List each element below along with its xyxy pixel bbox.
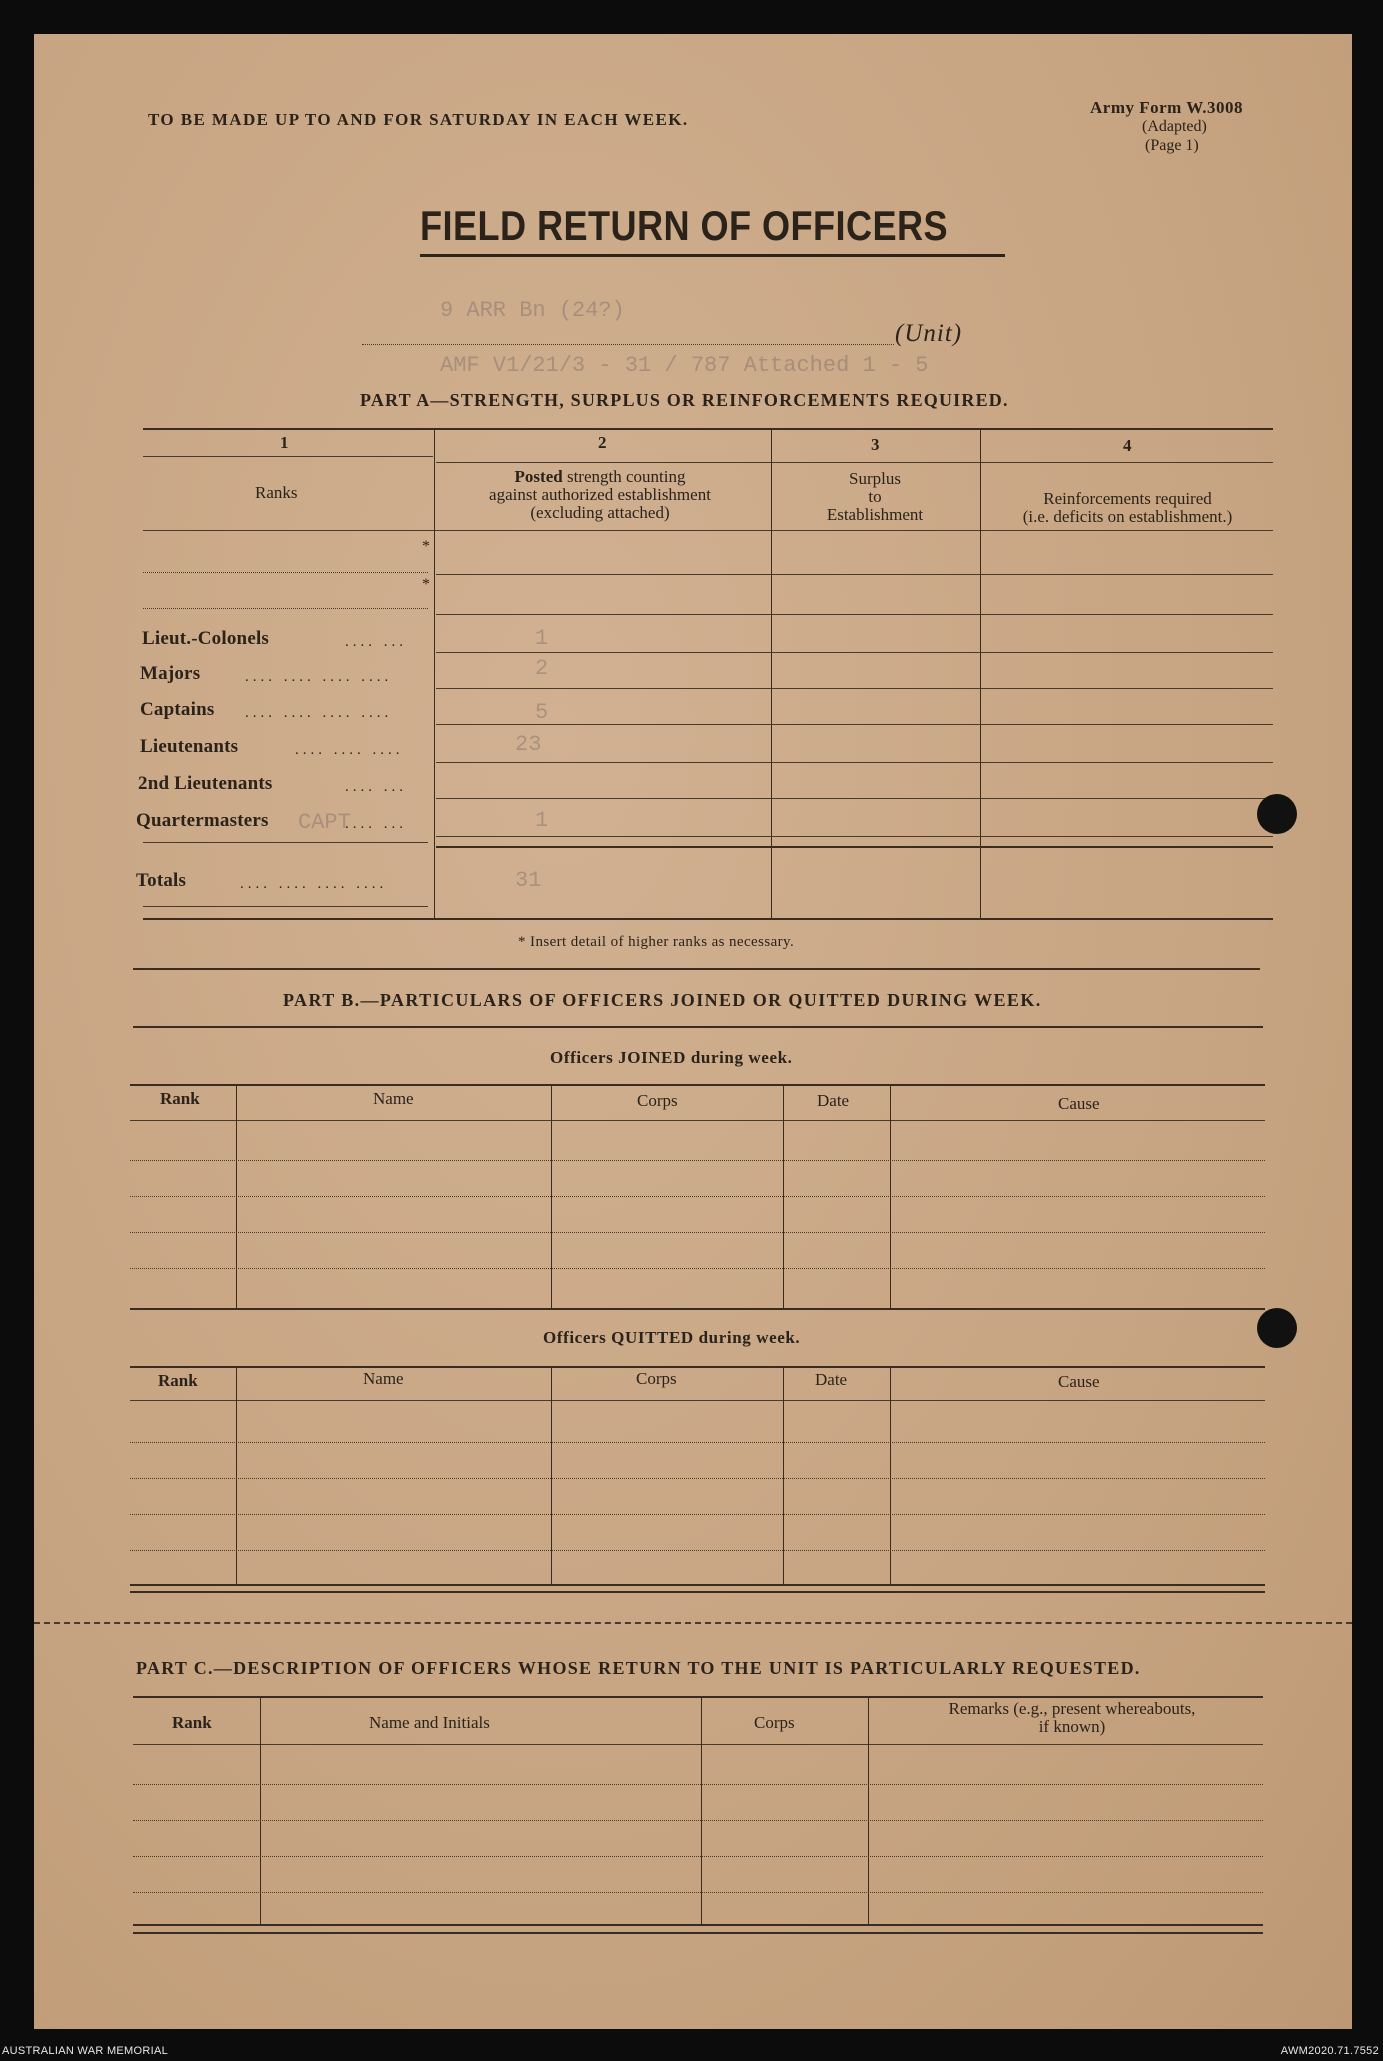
joined-vline-2	[551, 1084, 552, 1310]
quitted-header-rule	[130, 1400, 1265, 1401]
quartermaster-typed-note: CAPT	[298, 810, 351, 835]
posted-lieut-colonels: 1	[535, 626, 549, 651]
leader-dots: .... .... .... ....	[245, 705, 393, 721]
asterisk-2: *	[422, 576, 430, 593]
rank-lieutenants: Lieutenants	[140, 736, 239, 757]
joined-col-corps: Corps	[637, 1091, 678, 1110]
remarks-line2: if known)	[1038, 1717, 1106, 1736]
totals-top-rule-right	[436, 846, 1273, 848]
part-c-vline-2	[701, 1698, 702, 1924]
surplus-line1: Surplus	[849, 469, 901, 488]
part-b-heading-rule	[133, 1026, 1263, 1028]
grid-rule-2	[436, 614, 1273, 615]
joined-title: Officers JOINED during week.	[550, 1048, 793, 1067]
joined-top-rule	[130, 1084, 1265, 1086]
posted-lieutenants: 23	[515, 732, 542, 757]
reinf-line2: (i.e. deficits on establishment.)	[1022, 507, 1233, 526]
form-adapted: (Adapted)	[1142, 118, 1207, 135]
rank-lieut-colonels: Lieut.-Colonels	[142, 628, 270, 649]
part-c-bottom-rule-2	[133, 1932, 1263, 1934]
joined-bottom-rule	[130, 1308, 1265, 1310]
leader-dots: .... ...	[345, 816, 407, 832]
part-a-bottom-rule	[143, 918, 1273, 920]
grid-rule-1	[436, 574, 1273, 575]
joined-col-name: Name	[373, 1089, 414, 1108]
col-reinforcements-header	[985, 490, 1270, 526]
quitted-vline-2	[551, 1366, 552, 1586]
part-c-col-remarks	[880, 1700, 1264, 1736]
part-c-header-rule	[133, 1744, 1263, 1745]
part-a-header-rule	[143, 530, 1273, 531]
col-ranks-header: Ranks	[255, 483, 298, 502]
archive-credit: AUSTRALIAN WAR MEMORIAL	[2, 2045, 169, 2057]
unit-typed-reference: AMF V1/21/3 - 31 / 787 Attached 1 - 5	[440, 353, 929, 378]
quitted-vline-1	[236, 1366, 237, 1586]
part-c-col-name: Name and Initials	[369, 1713, 490, 1732]
joined-row-2	[130, 1196, 1265, 1197]
posted-rest: strength counting	[562, 467, 686, 486]
quitted-col-corps: Corps	[636, 1369, 677, 1388]
part-c-row-1	[133, 1784, 1263, 1785]
unit-dotted-line	[362, 344, 894, 345]
remarks-line1: Remarks (e.g., present whereabouts,	[948, 1699, 1196, 1718]
col-number-2: 2	[598, 433, 607, 452]
joined-row-4	[130, 1268, 1265, 1269]
joined-vline-1	[236, 1084, 237, 1310]
blank-row-line-2	[143, 608, 428, 609]
quitted-col-name: Name	[363, 1369, 404, 1388]
joined-row-1	[130, 1160, 1265, 1161]
form-page: (Page 1)	[1145, 137, 1199, 154]
leader-dots: .... .... ....	[295, 742, 404, 758]
instruction-text: TO BE MADE UP TO AND FOR SATURDAY IN EACH WEEK.	[148, 110, 689, 129]
joined-col-cause: Cause	[1058, 1094, 1100, 1113]
part-c-row-4	[133, 1892, 1263, 1893]
surplus-line3: Establishment	[826, 505, 924, 524]
unit-label: (Unit)	[895, 320, 963, 347]
rank-captains: Captains	[140, 699, 215, 720]
col-surplus-header	[780, 470, 970, 524]
part-a-vline-3	[980, 430, 981, 918]
form-number: Army Form W.3008	[1090, 98, 1243, 117]
asterisk-1: *	[422, 538, 430, 555]
joined-vline-4	[890, 1086, 891, 1310]
col-number-4: 4	[1123, 436, 1132, 455]
leader-dots: .... .... .... ....	[240, 876, 388, 892]
quitted-bottom-rule-2	[130, 1591, 1265, 1593]
col-posted-header	[440, 468, 760, 522]
posted-line2: against authorized establishment	[489, 485, 711, 504]
part-c-row-3	[133, 1856, 1263, 1857]
totals-bottom-rule	[143, 906, 428, 907]
leader-dots: .... ...	[345, 779, 407, 795]
part-a-footnote: * Insert detail of higher ranks as necessary.	[518, 934, 795, 950]
part-c-row-2	[133, 1820, 1263, 1821]
part-a-vline-2	[771, 430, 772, 918]
rank-majors: Majors	[140, 663, 201, 684]
quitted-row-4	[130, 1550, 1265, 1551]
part-c-bottom-rule	[133, 1924, 1263, 1926]
quitted-top-rule	[130, 1366, 1265, 1368]
quitted-row-2	[130, 1478, 1265, 1479]
part-c-top-rule	[133, 1696, 1263, 1698]
posted-captains: 5	[535, 700, 549, 725]
joined-row-3	[130, 1232, 1265, 1233]
punch-hole	[1257, 1308, 1297, 1348]
quitted-row-1	[130, 1442, 1265, 1443]
grid-rule-4	[436, 688, 1273, 689]
leader-dots: .... ...	[345, 634, 407, 650]
grid-rule-3	[436, 652, 1273, 653]
posted-quartermasters: 1	[535, 808, 549, 833]
quitted-col-date: Date	[815, 1370, 848, 1389]
grid-rule-6	[436, 762, 1273, 763]
quitted-row-3	[130, 1514, 1265, 1515]
part-a-heading: PART A—STRENGTH, SURPLUS OR REINFORCEMENTS REQUIRED.	[360, 390, 1009, 410]
ranks-number-rule	[143, 456, 433, 457]
page-title: FIELD RETURN OF OFFICERS	[420, 202, 949, 249]
archive-accession-number: AWM2020.71.7552	[1280, 2045, 1379, 2057]
grid-rule-8	[436, 836, 1273, 837]
col-number-1: 1	[280, 433, 289, 452]
part-a-vline-1	[434, 428, 435, 918]
totals-label: Totals	[136, 870, 187, 891]
reinf-line1: Reinforcements required	[1043, 489, 1212, 508]
blank-row-line-1	[143, 572, 428, 573]
part-b-top-rule	[133, 968, 1260, 970]
part-b-heading: PART B.—PARTICULARS OF OFFICERS JOINED OR QUITTED DURING WEEK.	[283, 990, 1042, 1010]
quitted-title: Officers QUITTED during week.	[543, 1328, 801, 1347]
grid-rule-5	[436, 724, 1273, 725]
surplus-line2: to	[868, 487, 882, 506]
part-c-heading: PART C.—DESCRIPTION OF OFFICERS WHOSE RETURN TO THE UNIT IS PARTICULARLY REQUESTED.	[136, 1658, 1141, 1678]
grid-rule-7	[436, 798, 1273, 799]
unit-typed-name: 9 ARR Bn (24?)	[440, 298, 625, 323]
quitted-col-cause: Cause	[1058, 1372, 1100, 1391]
posted-majors: 2	[535, 656, 549, 681]
part-c-vline-3	[868, 1698, 869, 1924]
part-c-vline-1	[260, 1698, 261, 1924]
joined-col-date: Date	[817, 1091, 850, 1110]
quitted-vline-3	[783, 1366, 784, 1586]
posted-line3: (excluding attached)	[530, 503, 670, 522]
quitted-col-rank: Rank	[158, 1371, 198, 1390]
part-c-col-rank: Rank	[172, 1713, 212, 1732]
perforation-line	[34, 1622, 1352, 1624]
punch-hole	[1257, 794, 1297, 834]
leader-dots: .... .... .... ....	[245, 669, 393, 685]
quitted-vline-4	[890, 1366, 891, 1586]
rank-quartermasters: Quartermasters	[136, 810, 269, 831]
part-a-top-rule	[143, 428, 1273, 430]
rank-2nd-lieutenants: 2nd Lieutenants	[138, 773, 273, 794]
quitted-bottom-rule	[130, 1584, 1265, 1586]
part-c-col-corps: Corps	[754, 1713, 795, 1732]
totals-top-rule	[143, 842, 428, 843]
joined-vline-3	[783, 1086, 784, 1310]
posted-bold: Posted	[514, 467, 563, 486]
title-underline	[420, 254, 1005, 257]
totals-value: 31	[515, 868, 542, 893]
cols-number-rule	[436, 462, 1273, 463]
joined-header-rule	[130, 1120, 1265, 1121]
joined-col-rank: Rank	[160, 1089, 200, 1108]
col-number-3: 3	[871, 435, 880, 454]
